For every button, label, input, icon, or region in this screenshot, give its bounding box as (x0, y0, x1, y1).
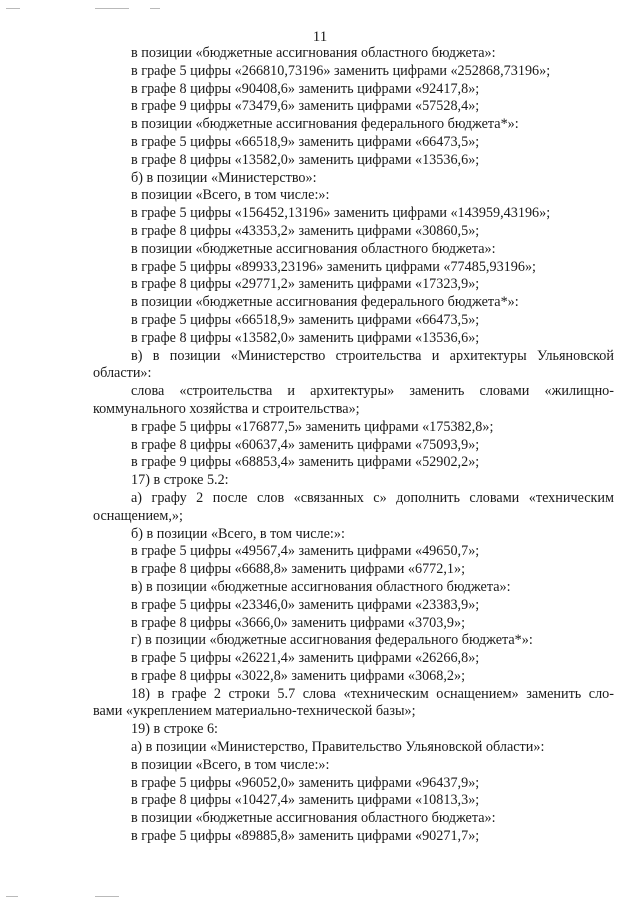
text-line: в графе 5 цифры «66518,9» заменить цифрами «66473,5»; (131, 133, 480, 150)
text-line: вами «укреплением материально-технической базы»; (93, 703, 416, 720)
text-line: в позиции «бюджетные ассигнования областного бюджета»: (131, 810, 496, 827)
text-line: в позиции «бюджетные ассигнования областного бюджета»: (131, 45, 496, 61)
text-line: в графе 5 цифры «26221,4» заменить цифрами «26266,8»; (131, 650, 480, 667)
page-number: 11 (312, 29, 328, 45)
scan-artifact (95, 896, 119, 897)
text-line: оснащением,»; (93, 507, 183, 524)
text-line: в графе 5 цифры «156452,13196» заменить цифрами «143959,43196»; (131, 205, 551, 222)
text-line: в графе 5 цифры «266810,73196» заменить цифрами «252868,73196»; (131, 62, 551, 79)
text-line: слова «строительства и архитектуры» заменить словами «жилищно- (131, 383, 614, 400)
text-line: области»: (93, 365, 152, 382)
text-line: в) в позиции «бюджетные ассигнования областного бюджета»: (131, 578, 511, 595)
text-line: в позиции «Всего, в том числе:»: (131, 187, 330, 204)
text-line: в графе 5 цифры «89933,23196» заменить цифрами «77485,93196»; (131, 258, 536, 275)
scan-artifact (6, 896, 18, 897)
text-line: коммунального хозяйства и строительства»; (93, 400, 360, 417)
text-line: в позиции «бюджетные ассигнования областного бюджета»: (131, 240, 496, 257)
scan-artifact (150, 8, 160, 9)
document-body (93, 45, 614, 846)
text-line: в позиции «бюджетные ассигнования федерального бюджета*»: (131, 116, 519, 133)
text-line: 18) в графе 2 строки 5.7 слова «техническим оснащением» заменить сло- (131, 685, 614, 702)
text-line: в графе 8 цифры «6688,8» заменить цифрами «6772,1»; (131, 561, 466, 578)
text-line: в графе 8 цифры «29771,2» заменить цифрами «17323,9»; (131, 276, 480, 293)
text-line: в графе 8 цифры «3022,8» заменить цифрами «3068,2»; (131, 667, 466, 684)
text-line: а) в позиции «Министерство, Правительство Ульяновской области»: (131, 739, 545, 756)
text-line: в графе 5 цифры «89885,8» заменить цифрами «90271,7»; (131, 828, 480, 845)
text-line: в графе 5 цифры «23346,0» заменить цифрами «23383,9»; (131, 596, 480, 613)
text-line: г) в позиции «бюджетные ассигнования федерального бюджета*»: (131, 632, 533, 649)
text-line: в графе 5 цифры «49567,4» заменить цифрами «49650,7»; (131, 543, 480, 560)
text-line: 19) в строке 6: (131, 721, 218, 738)
text-line: в графе 5 цифры «96052,0» заменить цифрами «96437,9»; (131, 774, 480, 791)
scan-artifact (6, 8, 20, 9)
text-line: в графе 5 цифры «176877,5» заменить цифрами «175382,8»; (131, 418, 494, 435)
text-line: в графе 8 цифры «13582,0» заменить цифрами «13536,6»; (131, 151, 480, 168)
text-line: в позиции «Всего, в том числе:»: (131, 756, 330, 773)
text-line: 17) в строке 5.2: (131, 472, 229, 489)
text-line: б) в позиции «Всего, в том числе:»: (131, 525, 345, 542)
text-line: в графе 8 цифры «60637,4» заменить цифрами «75093,9»; (131, 436, 480, 453)
text-line: в графе 8 цифры «13582,0» заменить цифрами «13536,6»; (131, 329, 480, 346)
text-line: в графе 9 цифры «68853,4» заменить цифрами «52902,2»; (131, 454, 480, 471)
text-line: в позиции «бюджетные ассигнования федерального бюджета*»: (131, 294, 519, 311)
text-line: в графе 8 цифры «90408,6» заменить цифрами «92417,8»; (131, 80, 480, 97)
text-line: а) графу 2 после слов «связанных с» дополнить словами «техническим (131, 489, 614, 506)
text-line: в графе 8 цифры «43353,2» заменить цифрами «30860,5»; (131, 222, 480, 239)
text-line: б) в позиции «Министерство»: (131, 169, 317, 186)
text-line: в графе 5 цифры «66518,9» заменить цифрами «66473,5»; (131, 311, 480, 328)
text-line: в графе 9 цифры «73479,6» заменить цифрами «57528,4»; (131, 98, 480, 115)
scan-artifact (95, 8, 129, 9)
text-line: в графе 8 цифры «10427,4» заменить цифрами «10813,3»; (131, 792, 480, 809)
text-line: в графе 8 цифры «3666,0» заменить цифрами «3703,9»; (131, 614, 466, 631)
text-line: в) в позиции «Министерство строительства и архитектуры Ульяновской (131, 347, 614, 364)
